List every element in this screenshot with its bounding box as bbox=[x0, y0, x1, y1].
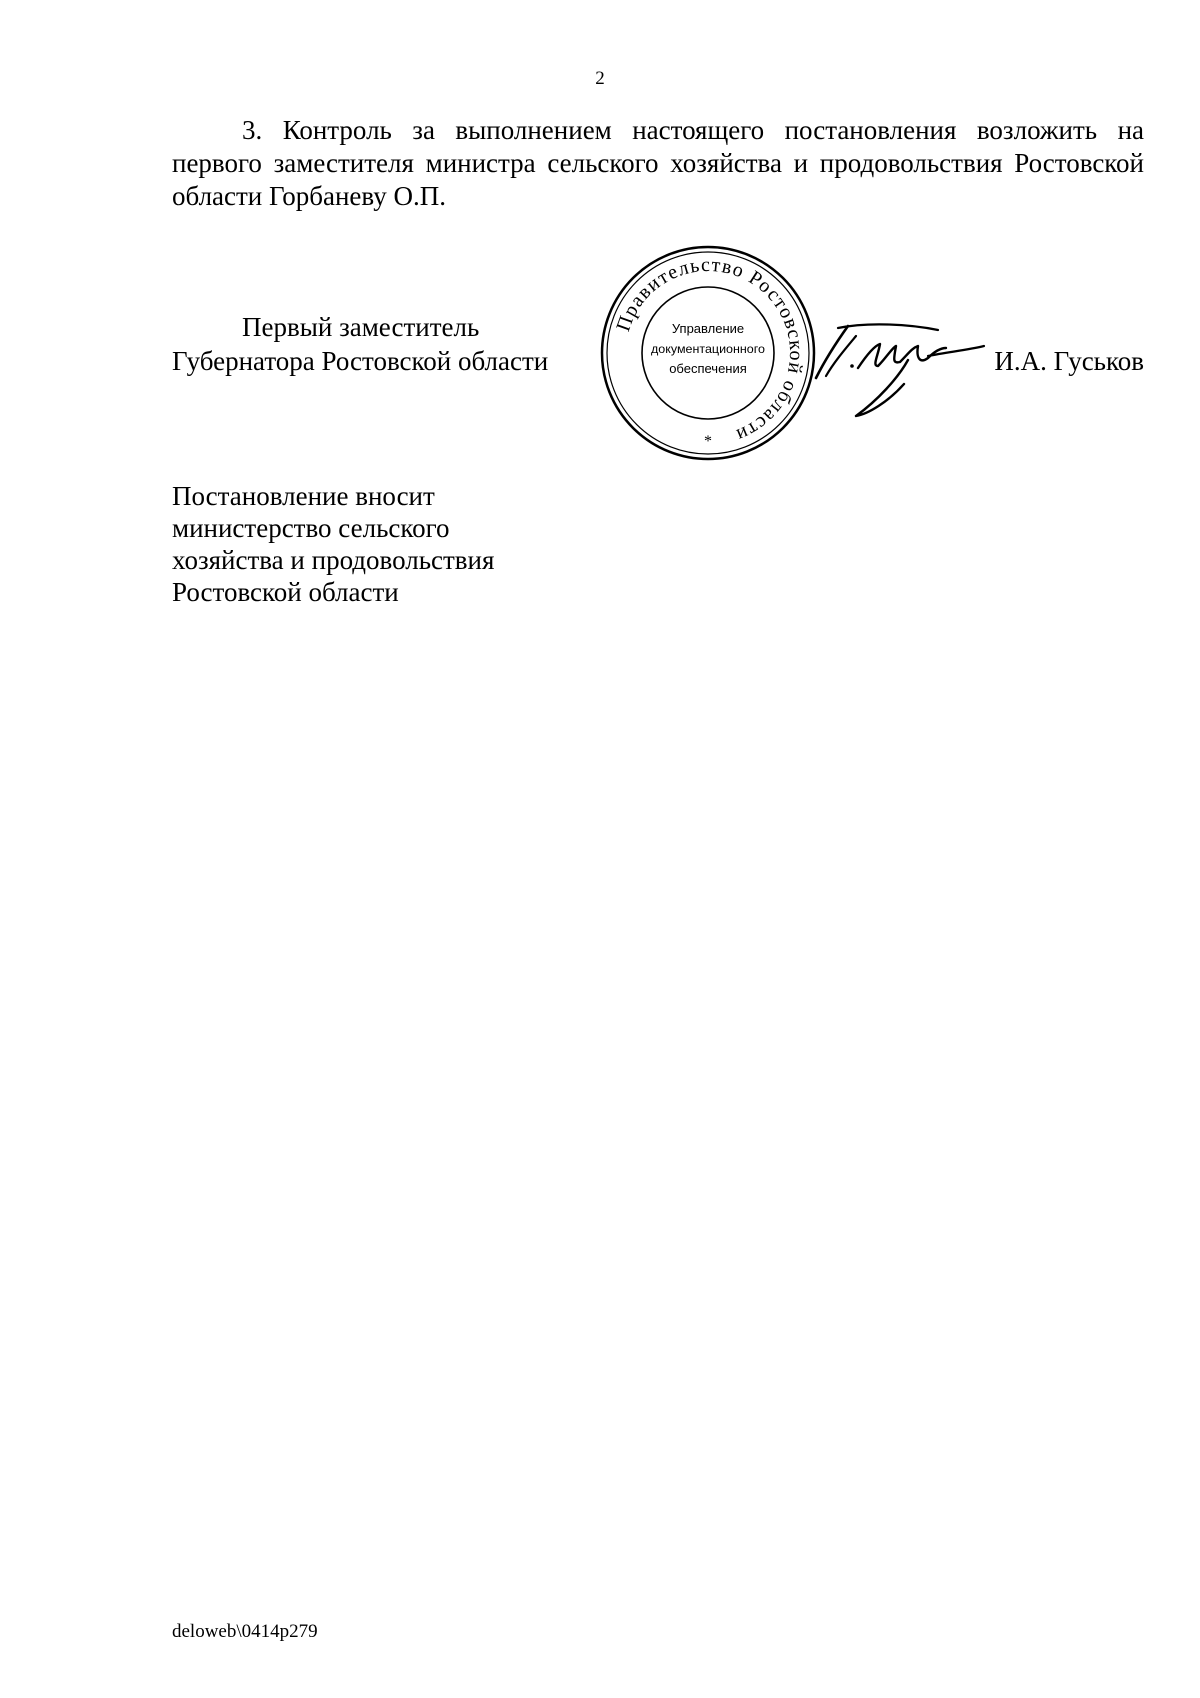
stamp-inner-line2: документационного bbox=[651, 342, 766, 356]
control-paragraph: 3. Контроль за выполнением настоящего постановления возложить на первого заместителя министра сельского хозяйства и продовольствия Ростовской области Горбаневу О.П. bbox=[172, 115, 1144, 211]
signatory-position bbox=[172, 310, 548, 378]
submitter-line-4: Ростовской области bbox=[172, 577, 399, 607]
official-stamp-seal bbox=[598, 243, 818, 463]
signatory-position-line2: Губернатора Ростовской области bbox=[172, 346, 549, 376]
signatory-name: И.А. Гуськов bbox=[994, 346, 1144, 376]
stamp-star-icon: * bbox=[704, 433, 712, 450]
signatory-position-line1: Первый заместитель bbox=[242, 312, 480, 342]
document-code: deloweb\0414p279 bbox=[172, 1621, 318, 1642]
stamp-outer-text: Правительство Ростовской области bbox=[612, 253, 808, 447]
submitter-line-1: Постановление вносит bbox=[172, 481, 435, 511]
submitter-block bbox=[172, 480, 494, 608]
submitter-line-3: хозяйства и продовольствия bbox=[172, 545, 495, 575]
handwritten-signature bbox=[808, 318, 988, 428]
stamp-inner-line3: обеспечения bbox=[669, 361, 747, 376]
page-number: 2 bbox=[595, 68, 605, 89]
submitter-line-2: министерство сельского bbox=[172, 513, 450, 543]
stamp-inner-line1: Управление bbox=[671, 321, 745, 336]
